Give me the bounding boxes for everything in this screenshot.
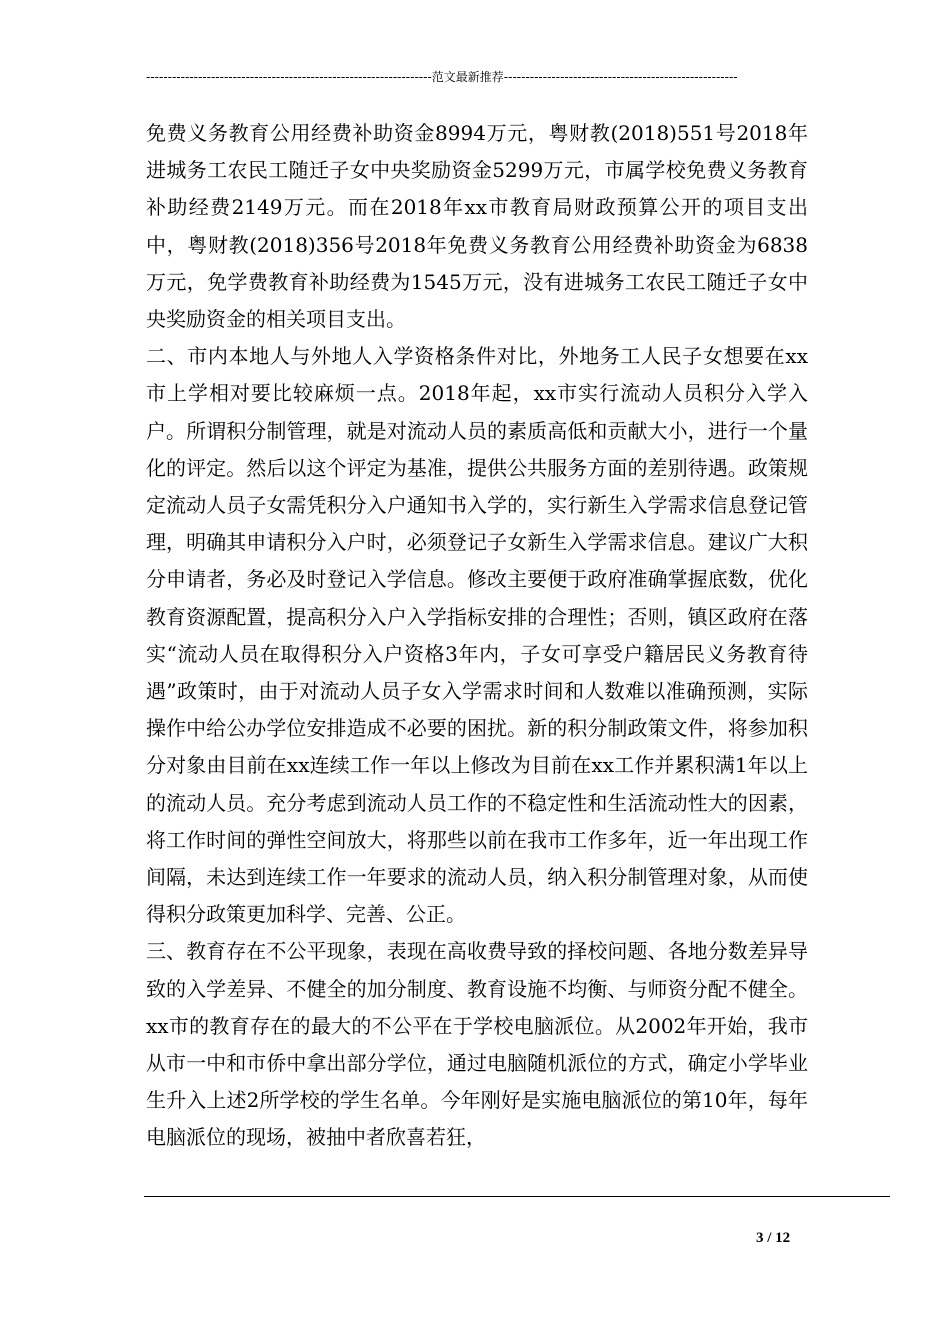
page-header: ------------------------------------------------------------------范文最新推荐------------------------------------------------------ — [146, 70, 738, 84]
page-number: 3 / 12 — [756, 1230, 791, 1246]
paragraph-3: 三、教育存在不公平现象，表现在高收费导致的择校问题、各地分数差异导致的入学差异、不健全的加分制度、教育设施不均衡、与师资分配不健全。xx市的教育存在的最大的不公平在于学校电脑派位。从2002年开始，我市从市一中和市侨中拿出部分学位，通过电脑随机派位的方式，确定小学毕业生升入上述2所学校的学生名单。今年刚好是实施电脑派位的第10年，每年电脑派位的现场，被抽中者欣喜若狂， — [146, 939, 808, 1150]
document-body — [146, 115, 808, 1157]
footer-divider — [144, 1196, 890, 1197]
paragraph-1: 免费义务教育公用经费补助资金8994万元，粤财教(2018)551号2018年进城务工农民工随迁子女中央奖励资金5299万元，市属学校免费义务教育补助经费2149万元。而在2018年xx市教育局财政预算公开的项目支出中，粤财教(2018)356号2018年免费义务教育公用经费补助资金为6838万元，免学费教育补助经费为1545万元，没有进城务工农民工随迁子女中央奖励资金的相关项目支出。 — [146, 121, 808, 332]
paragraph-2: 二、市内本地人与外地人入学资格条件对比，外地务工人民子女想要在xx市上学相对要比较麻烦一点。2018年起，xx市实行流动人员积分入学入户。所谓积分制管理，就是对流动人员的素质高低和贡献大小，进行一个量化的评定。然后以这个评定为基准，提供公共服务方面的差别待遇。政策规定流动人员子女需凭积分入户通知书入学的，实行新生入学需求信息登记管理，明确其申请积分入户时，必须登记子女新生入学需求信息。建议广大积分申请者，务必及时登记入学信息。修改主要便于政府准确掌握底数，优化教育资源配置，提高积分入户入学指标安排的合理性；否则，镇区政府在落实“流动人员在取得积分入户资格3年内，子女可享受户籍居民义务教育待遇”政策时，由于对流动人员子女入学需求时间和人数难以准确预测，实际操作中给公办学位安排造成不必要的困扰。新的积分制政策文件，将参加积分对象由目前在xx连续工作一年以上修改为目前在xx工作并累积满1年以上的流动人员。充分考虑到流动人员工作的不稳定性和生活流动性大的因素，将工作时间的弹性空间放大，将那些以前在我市工作多年，近一年出现工作间隔，未达到连续工作一年要求的流动人员，纳入积分制管理对象，从而使得积分政策更加科学、完善、公正。 — [146, 344, 808, 927]
